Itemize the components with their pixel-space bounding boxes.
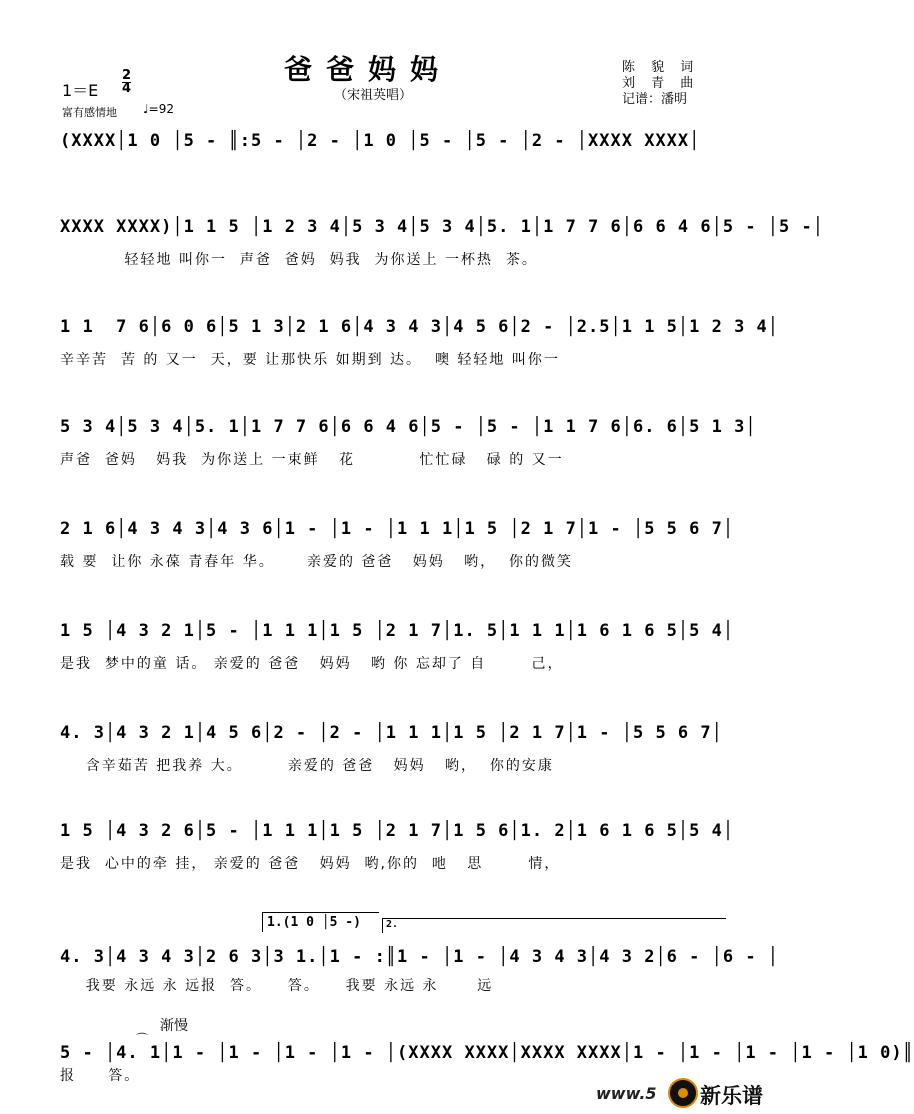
fermata-icon: ⌒: [136, 1032, 149, 1046]
lyrics-line: 是我 心中的牵 挂， 亲爱的 爸爸 妈妈 哟,你的 吔 思 情，: [60, 856, 561, 872]
lyrics-line: [60, 160, 726, 180]
record-disc-icon: [668, 1078, 698, 1108]
notation-line: 5 - │4. 1│1 - │1 - │1 - │1 - │(XXXX XXXX│XXXX XXXX│1 - │1 - │1 - │1 - │1 0)║: [60, 1043, 914, 1063]
transcriber-credit: 记谱：潘明: [622, 92, 688, 107]
first-ending-bracket: 1.(1 0 │5 -): [262, 912, 379, 932]
notation-line: 1 5 │4 3 2 6│5 - │1 1 1│1 5 │2 1 7│1 5 6│1. 2│1 6 1 6 5│5 4│: [60, 821, 735, 841]
composer-credit: 刘 青 曲: [622, 76, 700, 91]
notation-line: 1 5 │4 3 2 1│5 - │1 1 1│1 5 │2 1 7│1. 5│1 1 1│1 6 1 6 5│5 4│: [60, 621, 735, 641]
notation-line: 4. 3│4 3 4 3│2 6 3│3 1.│1 - :║1 - │1 - │4 3 4 3│4 3 2│6 - │6 - │: [60, 947, 780, 967]
lyrics-line: 辛辛苦 苦 的 又一 天，要 让那快乐 如期到 达。 噢 轻轻地 叫你一: [60, 352, 560, 368]
lyrics-line: 我要 永远 永 远报 答。 答。 我要 永远 永 远: [60, 978, 494, 994]
notation-line: (XXXX│1 0 │5 - ║:5 - │2 - │1 0 │5 - │5 - │2 - │XXXX XXXX│: [60, 131, 701, 151]
lyrics-line: 轻轻地 叫你一 声爸 爸妈 妈我 为你送上 一杯热 茶。: [60, 252, 538, 268]
notation-line: 2 1 6│4 3 4 3│4 3 6│1 - │1 - │1 1 1│1 5 │2 1 7│1 - │5 5 6 7│: [60, 519, 735, 539]
tempo-mark: ♩=92: [143, 102, 174, 116]
notation-line: 5 3 4│5 3 4│5. 1│1 7 7 6│6 6 4 6│5 - │5 - │1 1 7 6│6. 6│5 1 3│: [60, 417, 757, 437]
tempo-change-mark: 渐慢: [160, 1018, 188, 1034]
lyrics-line: 载 要 让你 永葆 青春年 华。 亲爱的 爸爸 妈妈 哟， 你的微笑: [60, 554, 574, 570]
second-ending-bracket: 2.: [382, 918, 726, 933]
expression-mark: 富有感情地: [62, 106, 117, 119]
notation-line: 4. 3│4 3 2 1│4 5 6│2 - │2 - │1 1 1│1 5 │2 1 7│1 - │5 5 6 7│: [60, 723, 723, 743]
lyrics-line: 是我 梦中的童 话。 亲爱的 爸爸 妈妈 哟 你 忘却了 自 己，: [60, 656, 564, 672]
time-signature-denominator: 4: [122, 81, 132, 96]
lyrics-line: 报 答。: [60, 1068, 141, 1084]
watermark-url: www.5: [596, 1084, 657, 1103]
lyrics-line: 含辛茹苦 把我养 大。 亲爱的 爸爸 妈妈 哟， 你的安康: [60, 758, 554, 774]
song-title: 爸爸妈妈: [284, 53, 453, 86]
watermark-brand: 新乐谱: [700, 1084, 763, 1108]
lyricist-credit: 陈 貌 词: [622, 60, 700, 75]
song-subtitle: （宋祖英唱）: [334, 88, 413, 103]
time-signature: [122, 70, 131, 95]
key-signature: 1＝E: [62, 81, 99, 100]
notation-line: XXXX XXXX)│1 1 5 │1 2 3 4│5 3 4│5 3 4│5. 1│1 7 7 6│6 6 4 6│5 - │5 -│: [60, 217, 824, 237]
time-signature-numerator: 2: [122, 68, 132, 83]
notation-line: 1 1 7 6│6 0 6│5 1 3│2 1 6│4 3 4 3│4 5 6│2 - │2.5│1 1 5│1 2 3 4│: [60, 317, 780, 337]
lyrics-line: 声爸 爸妈 妈我 为你送上 一束鲜 花 忙忙碌 碌 的 又一: [60, 452, 564, 468]
